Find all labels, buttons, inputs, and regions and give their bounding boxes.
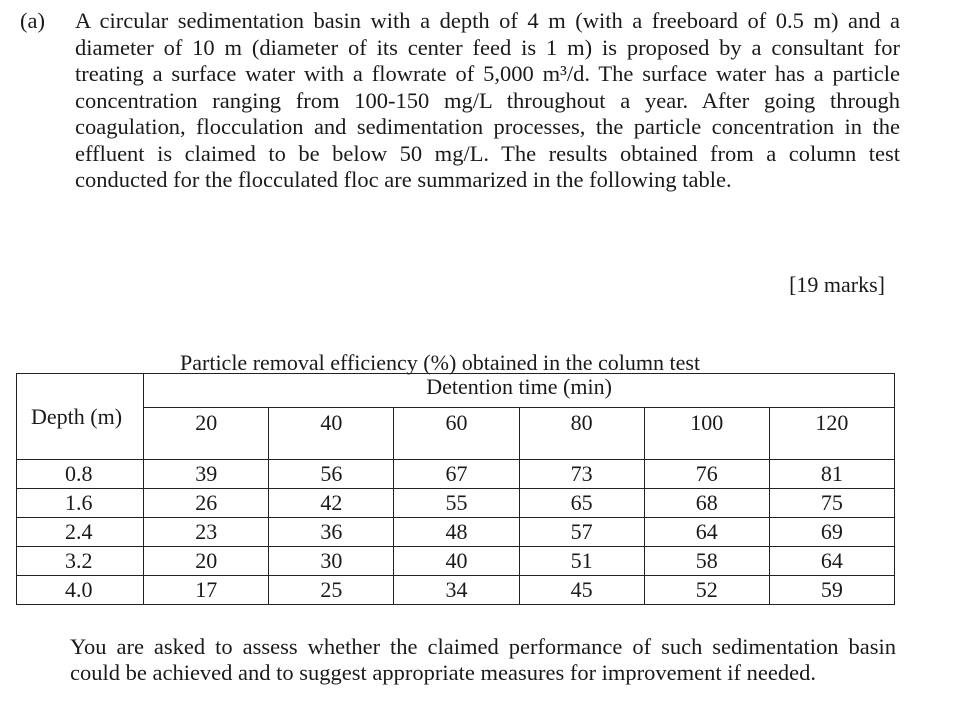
task-instructions: You are asked to assess whether the claimed performance of such sedimentation basin could be achieved and to suggest appropriate measures for improvement if needed. <box>70 634 896 685</box>
value-cell: 26 <box>144 489 269 518</box>
value-cell: 52 <box>644 576 769 605</box>
value-cell: 69 <box>769 518 894 547</box>
value-cell: 39 <box>144 460 269 489</box>
value-cell: 17 <box>144 576 269 605</box>
table-row <box>17 489 895 518</box>
value-cell: 40 <box>394 547 519 576</box>
table-row <box>17 547 895 576</box>
detention-time-header: Detention time (min) <box>144 374 895 408</box>
table-row <box>17 518 895 547</box>
value-cell: 75 <box>769 489 894 518</box>
value-cell: 76 <box>644 460 769 489</box>
value-cell: 34 <box>394 576 519 605</box>
depth-cell: 1.6 <box>17 489 144 518</box>
value-cell: 57 <box>519 518 644 547</box>
value-cell: 48 <box>394 518 519 547</box>
value-cell: 51 <box>519 547 644 576</box>
time-header-cell: 100 <box>644 408 769 460</box>
value-cell: 36 <box>269 518 394 547</box>
depth-header: Depth (m) <box>17 374 144 460</box>
question-block <box>20 8 900 194</box>
time-header-cell: 20 <box>144 408 269 460</box>
removal-efficiency-table <box>16 373 895 605</box>
value-cell: 42 <box>269 489 394 518</box>
value-cell: 25 <box>269 576 394 605</box>
value-cell: 45 <box>519 576 644 605</box>
depth-cell: 2.4 <box>17 518 144 547</box>
question-label: (a) <box>20 8 45 33</box>
time-header-cell: 80 <box>519 408 644 460</box>
time-header-cell: 120 <box>769 408 894 460</box>
marks-label: [19 marks] <box>789 272 885 297</box>
time-header-cell: 60 <box>394 408 519 460</box>
value-cell: 81 <box>769 460 894 489</box>
table-row <box>17 576 895 605</box>
value-cell: 58 <box>644 547 769 576</box>
value-cell: 55 <box>394 489 519 518</box>
depth-cell: 0.8 <box>17 460 144 489</box>
table-row <box>17 460 895 489</box>
value-cell: 30 <box>269 547 394 576</box>
depth-cell: 3.2 <box>17 547 144 576</box>
value-cell: 23 <box>144 518 269 547</box>
value-cell: 64 <box>644 518 769 547</box>
table-caption: Particle removal efficiency (%) obtained in the column test <box>180 350 701 375</box>
time-header-cell: 40 <box>269 408 394 460</box>
value-cell: 73 <box>519 460 644 489</box>
value-cell: 64 <box>769 547 894 576</box>
value-cell: 56 <box>269 460 394 489</box>
depth-cell: 4.0 <box>17 576 144 605</box>
question-text: A circular sedimentation basin with a depth of 4 m (with a freeboard of 0.5 m) and a diameter of 10 m (diameter of its center feed is 1 m) is proposed by a consultant for treating a surface water with a flowrate of 5,000 m³/d. The surface water has a particle concentration ranging from 100-150 mg/L throughout a year. After going through coagulation, flocculation and sedimentation processes, the particle concentration in the effluent is claimed to be below 50 mg/L. The results obtained from a column test conducted for the flocculated floc are summarized in the following table. <box>75 8 900 192</box>
value-cell: 65 <box>519 489 644 518</box>
value-cell: 68 <box>644 489 769 518</box>
value-cell: 59 <box>769 576 894 605</box>
value-cell: 20 <box>144 547 269 576</box>
value-cell: 67 <box>394 460 519 489</box>
